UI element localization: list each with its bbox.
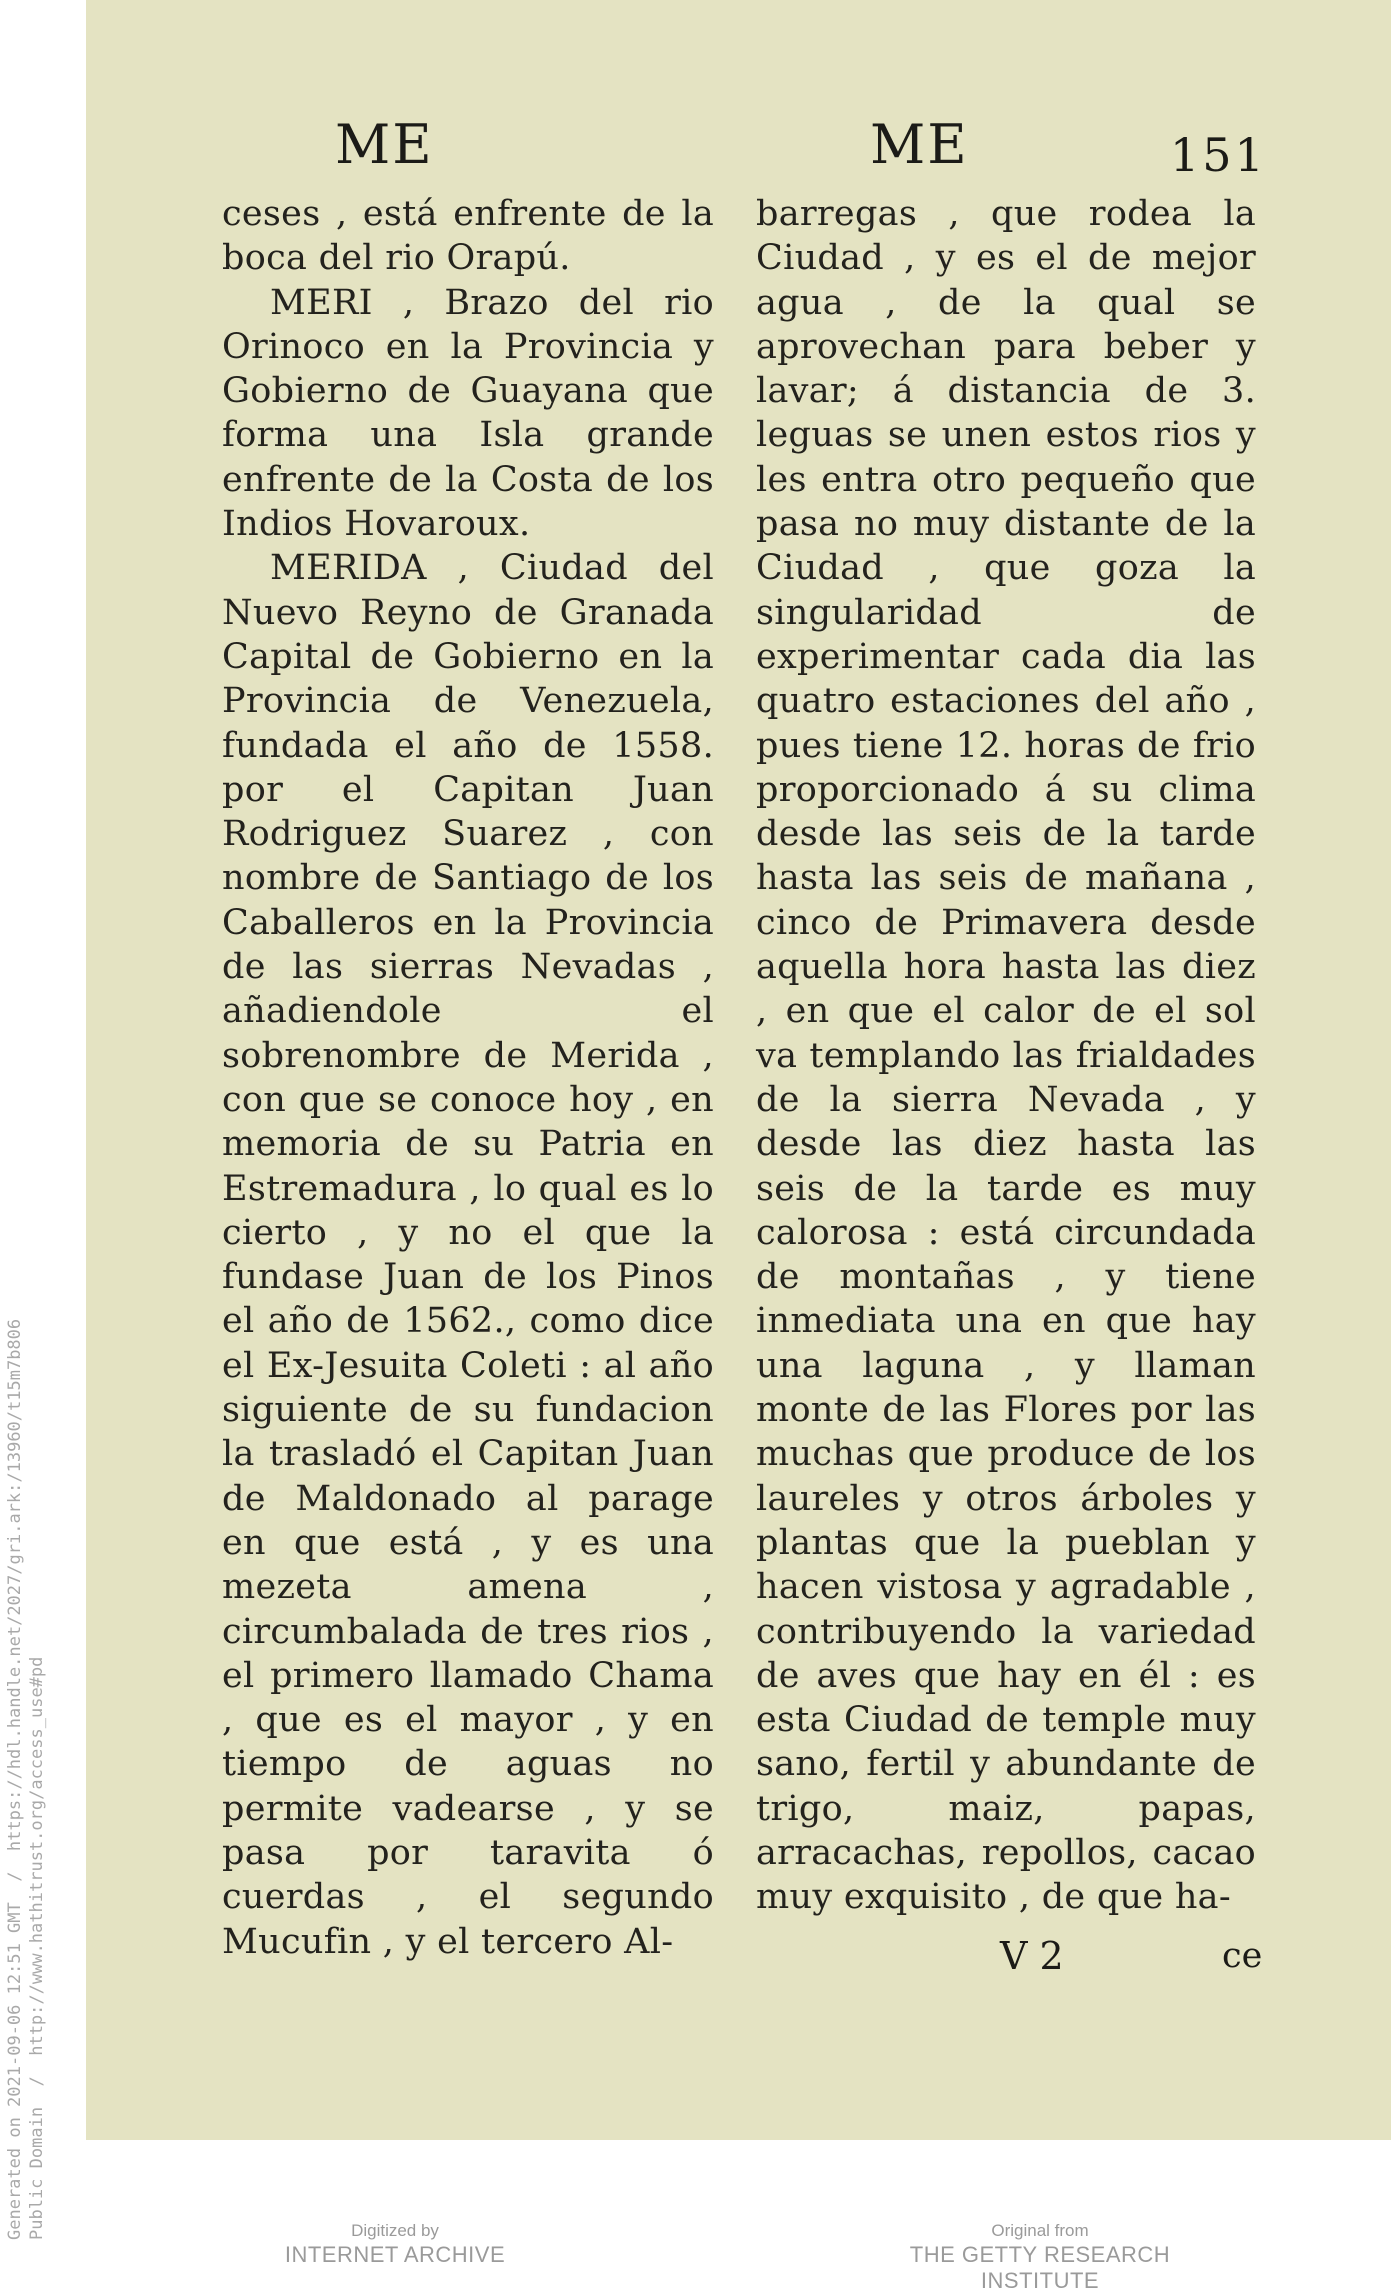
generation-notice	[4, 1319, 48, 2240]
running-head-left: ME	[335, 113, 434, 176]
paragraph-entry-meri: MERI , Brazo del rio Orinoco en la Provincia y Gobierno de Guayana que forma una Isla grande enfrente de la Costa de los Indios Hovaroux.	[222, 282, 714, 545]
paragraph: ceses , está enfrente de la boca del rio Orapú.	[222, 194, 714, 279]
footer-original-from	[850, 2220, 1230, 2294]
footer-left-caption: Digitized by	[351, 2221, 439, 2240]
footer-right-caption: Original from	[991, 2221, 1089, 2240]
signature-mark: V 2	[1000, 1934, 1064, 1978]
generation-notice-line2: Public Domain / http://www.hathitrust.org/access_use#pd	[27, 1656, 47, 2240]
generation-notice-line1: Generated on 2021-09-06 12:51 GMT / https://hdl.handle.net/2027/gri.ark:/13960/t15m7b806	[5, 1318, 25, 2240]
right-column	[756, 192, 1256, 1920]
footer-right-org: THE GETTY RESEARCH INSTITUTE	[909, 2242, 1171, 2293]
running-head-right: ME	[870, 113, 969, 176]
footer-digitized-by	[230, 2220, 560, 2268]
catchword: ce	[1222, 1936, 1263, 1976]
page-number: 151	[1170, 128, 1267, 182]
paragraph-entry-merida: MERIDA , Ciudad del Nuevo Reyno de Granada Capital de Gobierno en la Provincia de Venezuela, fundada el año de 1558. por el Capitan Juan Rodriguez Suarez , con nombre de Santiago de los Caballeros en la Provincia de las sierras Nevadas , añadiendole el sobrenombre de Merida , con que se conoce hoy , en memoria de su Patria en Estremadura , lo qual es lo cierto , y no el que la fundase Juan de los Pinos el año de 1562., como dice el Ex-Jesuita Coleti : al año siguiente de su fundacion la trasladó el Capitan Juan de Maldonado al parage en que está , y es una mezeta amena , circumbalada de tres rios , el primero llamado Chama , que es el mayor , y en tiempo de aguas no permite vadearse , y se pasa por taravita ó cuerdas , el segundo Mucufin , y el tercero Al-	[222, 548, 714, 1962]
paragraph: barregas , que rodea la Ciudad , y es el de mejor agua , de la qual se aprovechan para beber y lavar; á distancia de 3. leguas se unen estos rios y les entra otro pequeño que pasa no muy distante de la Ciudad , que goza la singularidad de experimentar cada dia las quatro estaciones del año , pues tiene 12. horas de frio proporcionado á su clima desde las seis de la tarde hasta las seis de mañana , cinco de Primavera desde aquella hora hasta las diez , en que el calor de el sol va templando las frialdades de la sierra Nevada , y desde las diez hasta las seis de la tarde es muy calorosa : está circundada de montañas , y tiene inmediata una en que hay una laguna , y llaman monte de las Flores por las muchas que produce de los laureles y otros árboles y plantas que la pueblan y hacen vistosa y agradable , contribuyendo la variedad de aves que hay en él : es esta Ciudad de temple muy sano, fertil y abundante de trigo, maiz, papas, arracachas, repollos, cacao muy exquisito , de que ha-	[756, 194, 1256, 1918]
left-column	[222, 192, 714, 1964]
footer-left-org: INTERNET ARCHIVE	[284, 2242, 506, 2267]
